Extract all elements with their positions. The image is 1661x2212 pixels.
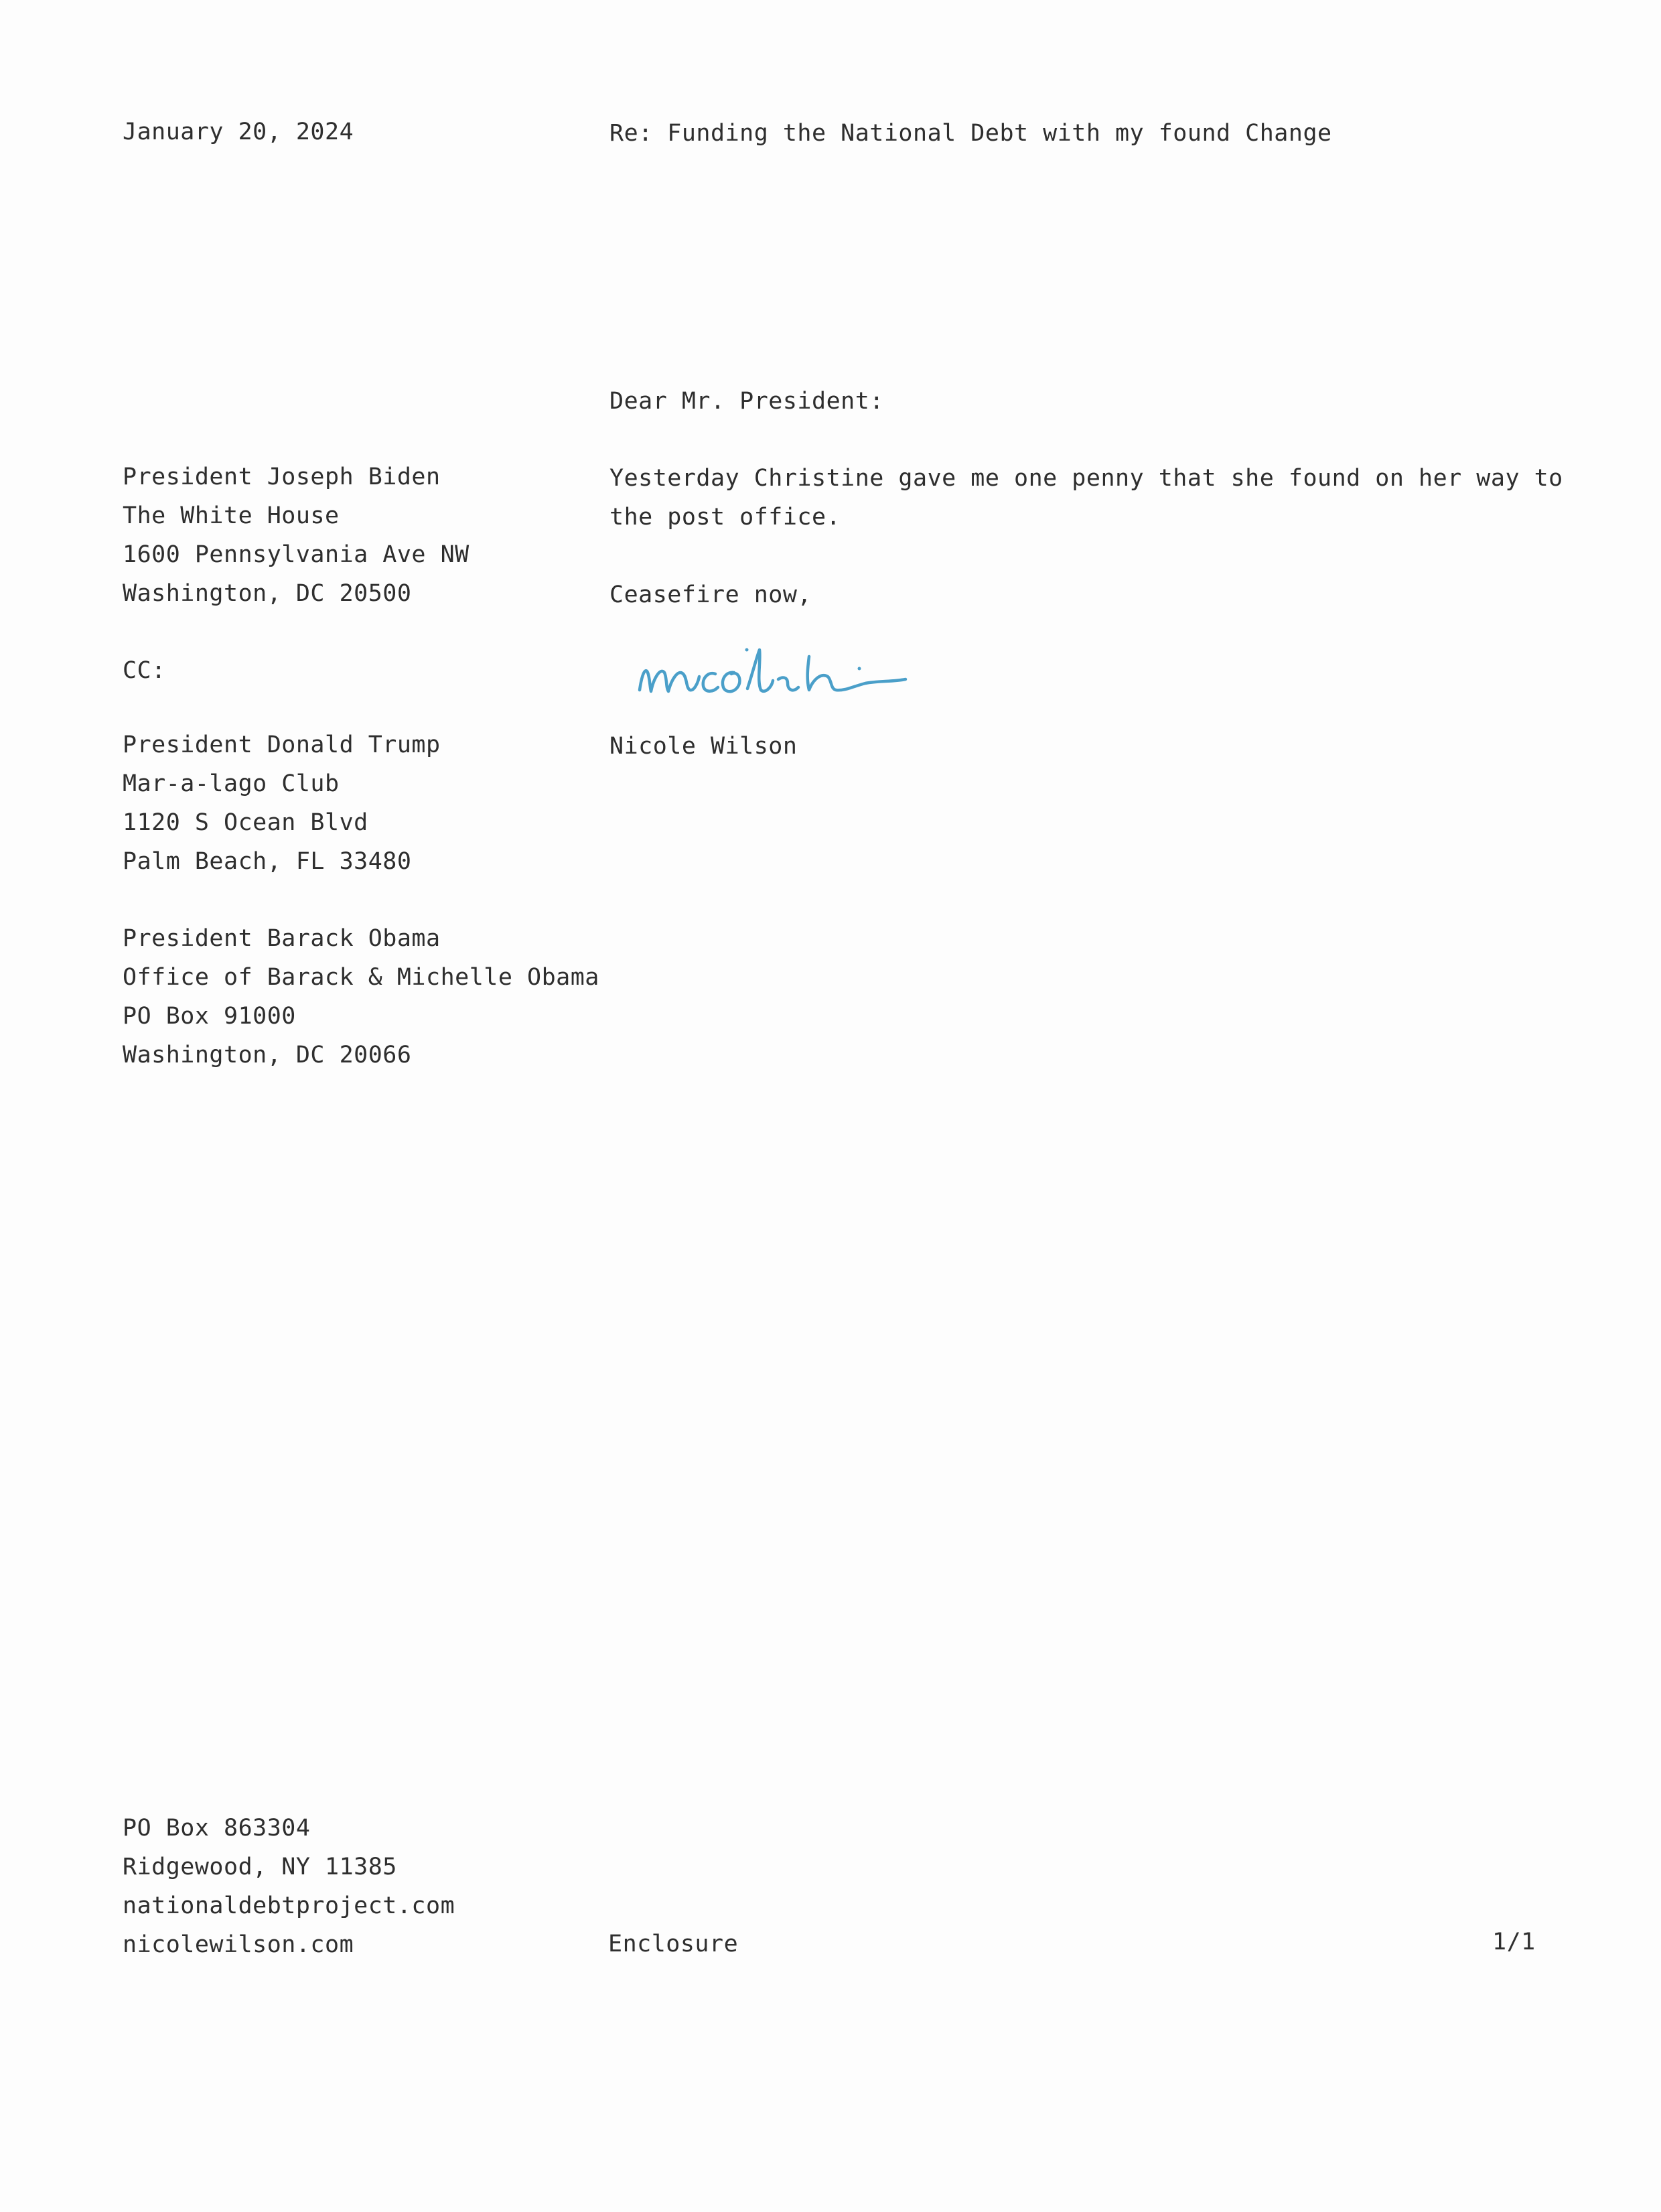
sender-address (123, 1809, 455, 1964)
letter-subject: Re: Funding the National Debt with my found Change (609, 120, 1332, 147)
body-line: the post office. (609, 504, 841, 531)
address-line: President Barack Obama (123, 925, 441, 952)
address-line: Palm Beach, FL 33480 (123, 848, 412, 875)
address-line: President Donald Trump (123, 732, 441, 758)
letter-date: January 20, 2024 (123, 119, 354, 145)
cc-recipient-trump (123, 725, 441, 881)
salutation: Dear Mr. President: (609, 388, 884, 415)
address-line: Washington, DC 20066 (123, 1042, 412, 1068)
address-line: President Joseph Biden (123, 464, 441, 490)
address-line: Ridgewood, NY 11385 (123, 1854, 397, 1880)
sender-website-link[interactable]: nicolewilson.com (123, 1931, 354, 1958)
address-line: Office of Barack & Michelle Obama (123, 964, 599, 991)
body-line: Yesterday Christine gave me one penny that she found on her way to (609, 465, 1563, 492)
signer-name: Nicole Wilson (609, 733, 798, 760)
closing: Ceasefire now, (609, 581, 812, 608)
address-line: PO Box 863304 (123, 1815, 311, 1842)
address-line: 1600 Pennsylvania Ave NW (123, 541, 470, 568)
address-line: PO Box 91000 (123, 1003, 296, 1030)
address-line: Washington, DC 20500 (123, 580, 412, 607)
enclosure-note: Enclosure (608, 1931, 739, 1957)
address-line: 1120 S Ocean Blvd (123, 809, 368, 836)
address-line: The White House (123, 502, 340, 529)
cc-label: CC: (123, 657, 166, 684)
cc-recipient-obama (123, 919, 599, 1075)
address-line: Mar-a-lago Club (123, 770, 340, 797)
signature (630, 630, 944, 710)
page-number: 1/1 (1492, 1929, 1536, 1955)
sender-website-link[interactable]: nationaldebtproject.com (123, 1892, 455, 1919)
letter-body (609, 459, 1563, 537)
recipient-address (123, 458, 470, 613)
